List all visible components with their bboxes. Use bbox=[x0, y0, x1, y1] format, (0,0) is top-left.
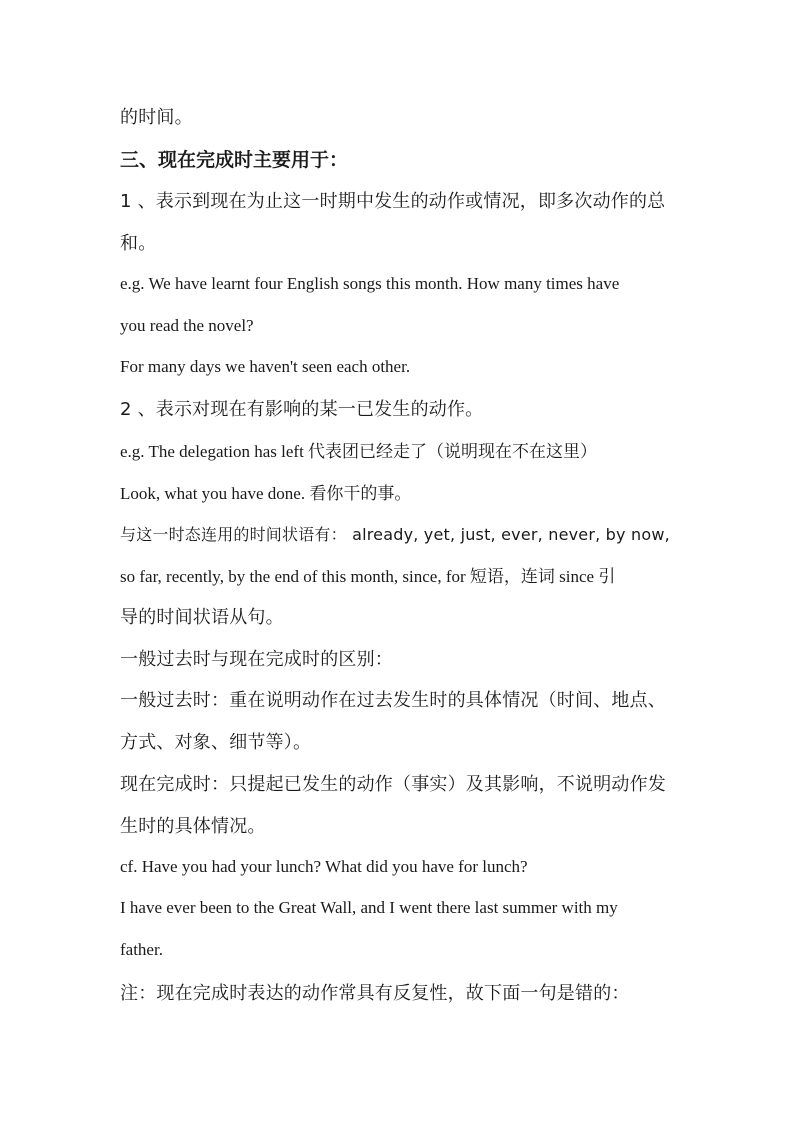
example-line: you read the novel? bbox=[120, 316, 254, 335]
example-line: father. bbox=[120, 940, 163, 959]
text-line: 现在完成时：只提起已发生的动作（事实）及其影响，不说明动作发 bbox=[120, 774, 666, 795]
text-line: 1 、表示到现在为止这一时期中发生的动作或情况，即多次动作的总 bbox=[120, 191, 666, 212]
example-line: For many days we haven't seen each other. bbox=[120, 357, 411, 376]
text-line: 一般过去时：重在说明动作在过去发生时的具体情况（时间、地点、 bbox=[120, 690, 666, 711]
example-line: I have ever been to the Great Wall, and I went there last summer with my bbox=[120, 898, 618, 917]
text-line: 方式、对象、细节等）。 bbox=[120, 732, 312, 753]
note-line: 注：现在完成时表达的动作常具有反复性，故下面一句是错的： bbox=[120, 983, 630, 1004]
text-line: 2 、表示对现在有影响的某一已发生的动作。 bbox=[120, 399, 484, 420]
example-line: e.g. We have learnt four English songs this month. How many times have bbox=[120, 274, 620, 293]
text-line: 生时的具体情况。 bbox=[120, 816, 266, 837]
text-line: 和。 bbox=[120, 233, 157, 254]
text-line: 导的时间状语从句。 bbox=[120, 607, 284, 628]
example-line: e.g. The delegation has left 代表团已经走了（说明现在不在这里） bbox=[120, 442, 598, 461]
example-line: cf. Have you had your lunch? What did you have for lunch? bbox=[120, 857, 528, 876]
example-line: Look, what you have done. 看你干的事。 bbox=[120, 484, 412, 503]
section-heading: 三、现在完成时主要用于： bbox=[120, 149, 349, 171]
text-line: 的时间。 bbox=[120, 107, 193, 128]
text-line: so far, recently, by the end of this month, since, for 短语，连词 since 引 bbox=[120, 567, 616, 586]
text-line: 一般过去时与现在完成时的区别： bbox=[120, 649, 393, 670]
text-line: 与这一时态连用的时间状语有： already, yet, just, ever, never, by now, bbox=[120, 525, 670, 544]
